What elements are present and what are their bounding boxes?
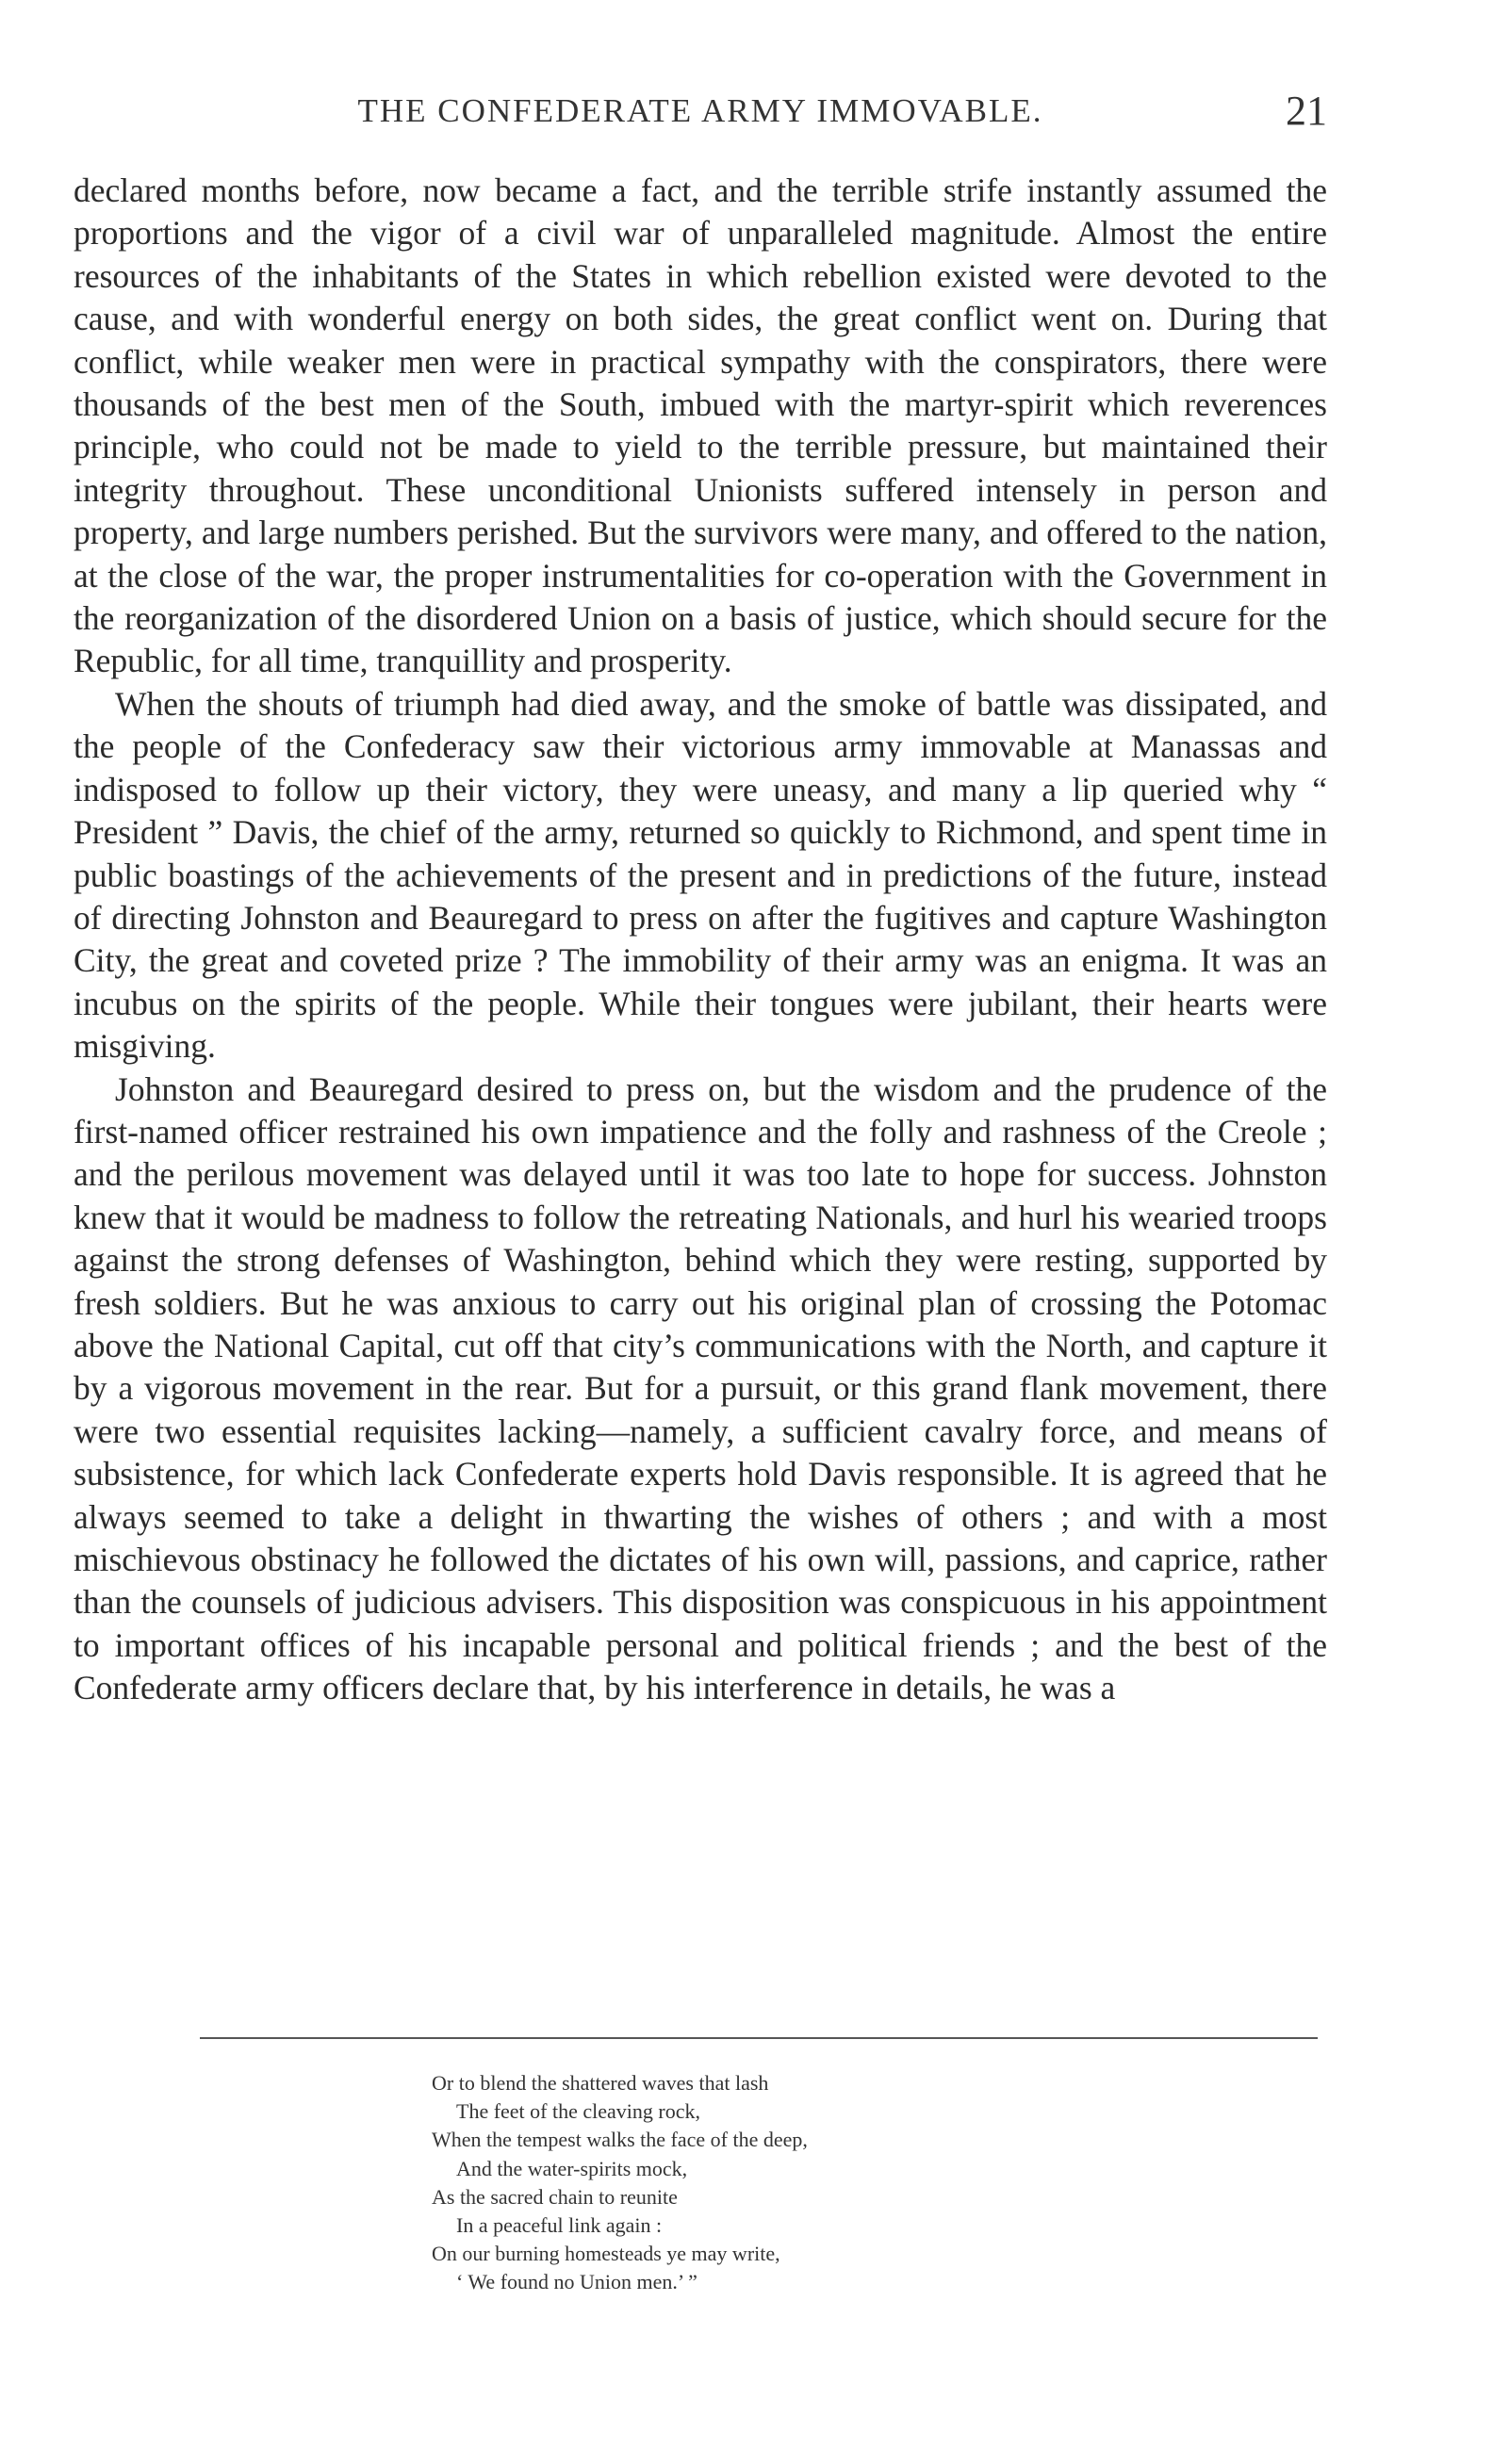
poem-line: Or to blend the shattered waves that lash [432,2071,769,2095]
poem-line: In a peaceful link again : [456,2213,663,2238]
paragraph: declared months before, now became a fact, and the terrible strife instantly assumed the proportions and the vigor of a civil war of unparalleled magnitude. Almost the entire resources of the inhabitants of the States in which rebellion existed were devoted to the cause, and with wonderful energy on both sides, the great conflict went on. During that conflict, while weaker men were in practical sympathy with the conspirators, there were thousands of the best men of the South, imbued with the martyr-spirit which reverences principle, who could not be made to yield to the terrible pressure, but maintained their integrity throughout. These unconditional Unionists suffered intensely in person and property, and large numbers perished. But the survivors were many, and offered to the nation, at the close of the war, the proper instrumentalities for co-operation with the Government in the reorganization of the disordered Union on a basis of justice, which should secure for the Republic, for all time, tranquillity and prosperity. [74,171,1327,680]
running-title: THE CONFEDERATE ARMY IMMOVABLE. [357,92,1043,129]
poem-line: The feet of the cleaving rock, [456,2099,700,2124]
poem-line: ‘ We found no Union men.’ ” [456,2270,697,2294]
footnote-poem [432,2069,1091,2297]
body-text [74,170,1327,1710]
paragraph: Johnston and Beauregard desired to press on, but the wisdom and the prudence of the first-named officer restrained his own impatience and the folly and rashness of the Creole ; and the perilous movement was delayed until it was too late to hope for success. Johnston knew that it would be madness to follow the retreating Nationals, and hurl his wearied troops against the strong defenses of Washington, behind which they were resting, supported by fresh soldiers. But he was anxious to carry out his original plan of crossing the Potomac above the National Capital, cut off that city’s communications with the North, and capture it by a vigorous movement in the rear. But for a pursuit, or this grand flank movement, there were two essential requisites lacking—namely, a sufficient cavalry force, and means of subsistence, for which lack Confederate experts hold Davis responsible. It is agreed that he always seemed to take a delight in thwarting the wishes of others ; and with a most mischievous obstinacy he followed the dictates of his own will, passions, and caprice, rather than the counsels of judicious advisers. This disposition was conspicuous in his appointment to important offices of his incapable personal and political friends ; and the best of the Confederate army officers declare that, by his interference in details, he was a [74,1069,1327,1707]
poem-line: As the sacred chain to reunite [432,2184,678,2209]
poem-line: When the tempest walks the face of the deep, [432,2128,808,2152]
poem-line: On our burning homesteads ye may write, [432,2242,780,2266]
poem-line: And the water-spirits mock, [456,2156,688,2180]
page-number: 21 [1286,88,1327,134]
running-header [74,83,1327,139]
footnote-divider [200,2037,1318,2039]
paragraph: When the shouts of triumph had died away, and the smoke of battle was dissipated, and the people of the Confederacy saw their victorious army immovable at Manassas and indisposed to follow up their victory, they were uneasy, and many a lip queried why “ President ” Davis, the chief of the army, returned so quickly to Richmond, and spent time in public boastings of the achievements of the present and in predictions of the future, instead of directing Johnston and Beauregard to press on after the fugitives and capture Washington City, the great and coveted prize ? The immobility of their army was an enigma. It was an incubus on the spirits of the people. While their tongues were jubilant, their hearts were misgiving. [74,684,1327,1066]
